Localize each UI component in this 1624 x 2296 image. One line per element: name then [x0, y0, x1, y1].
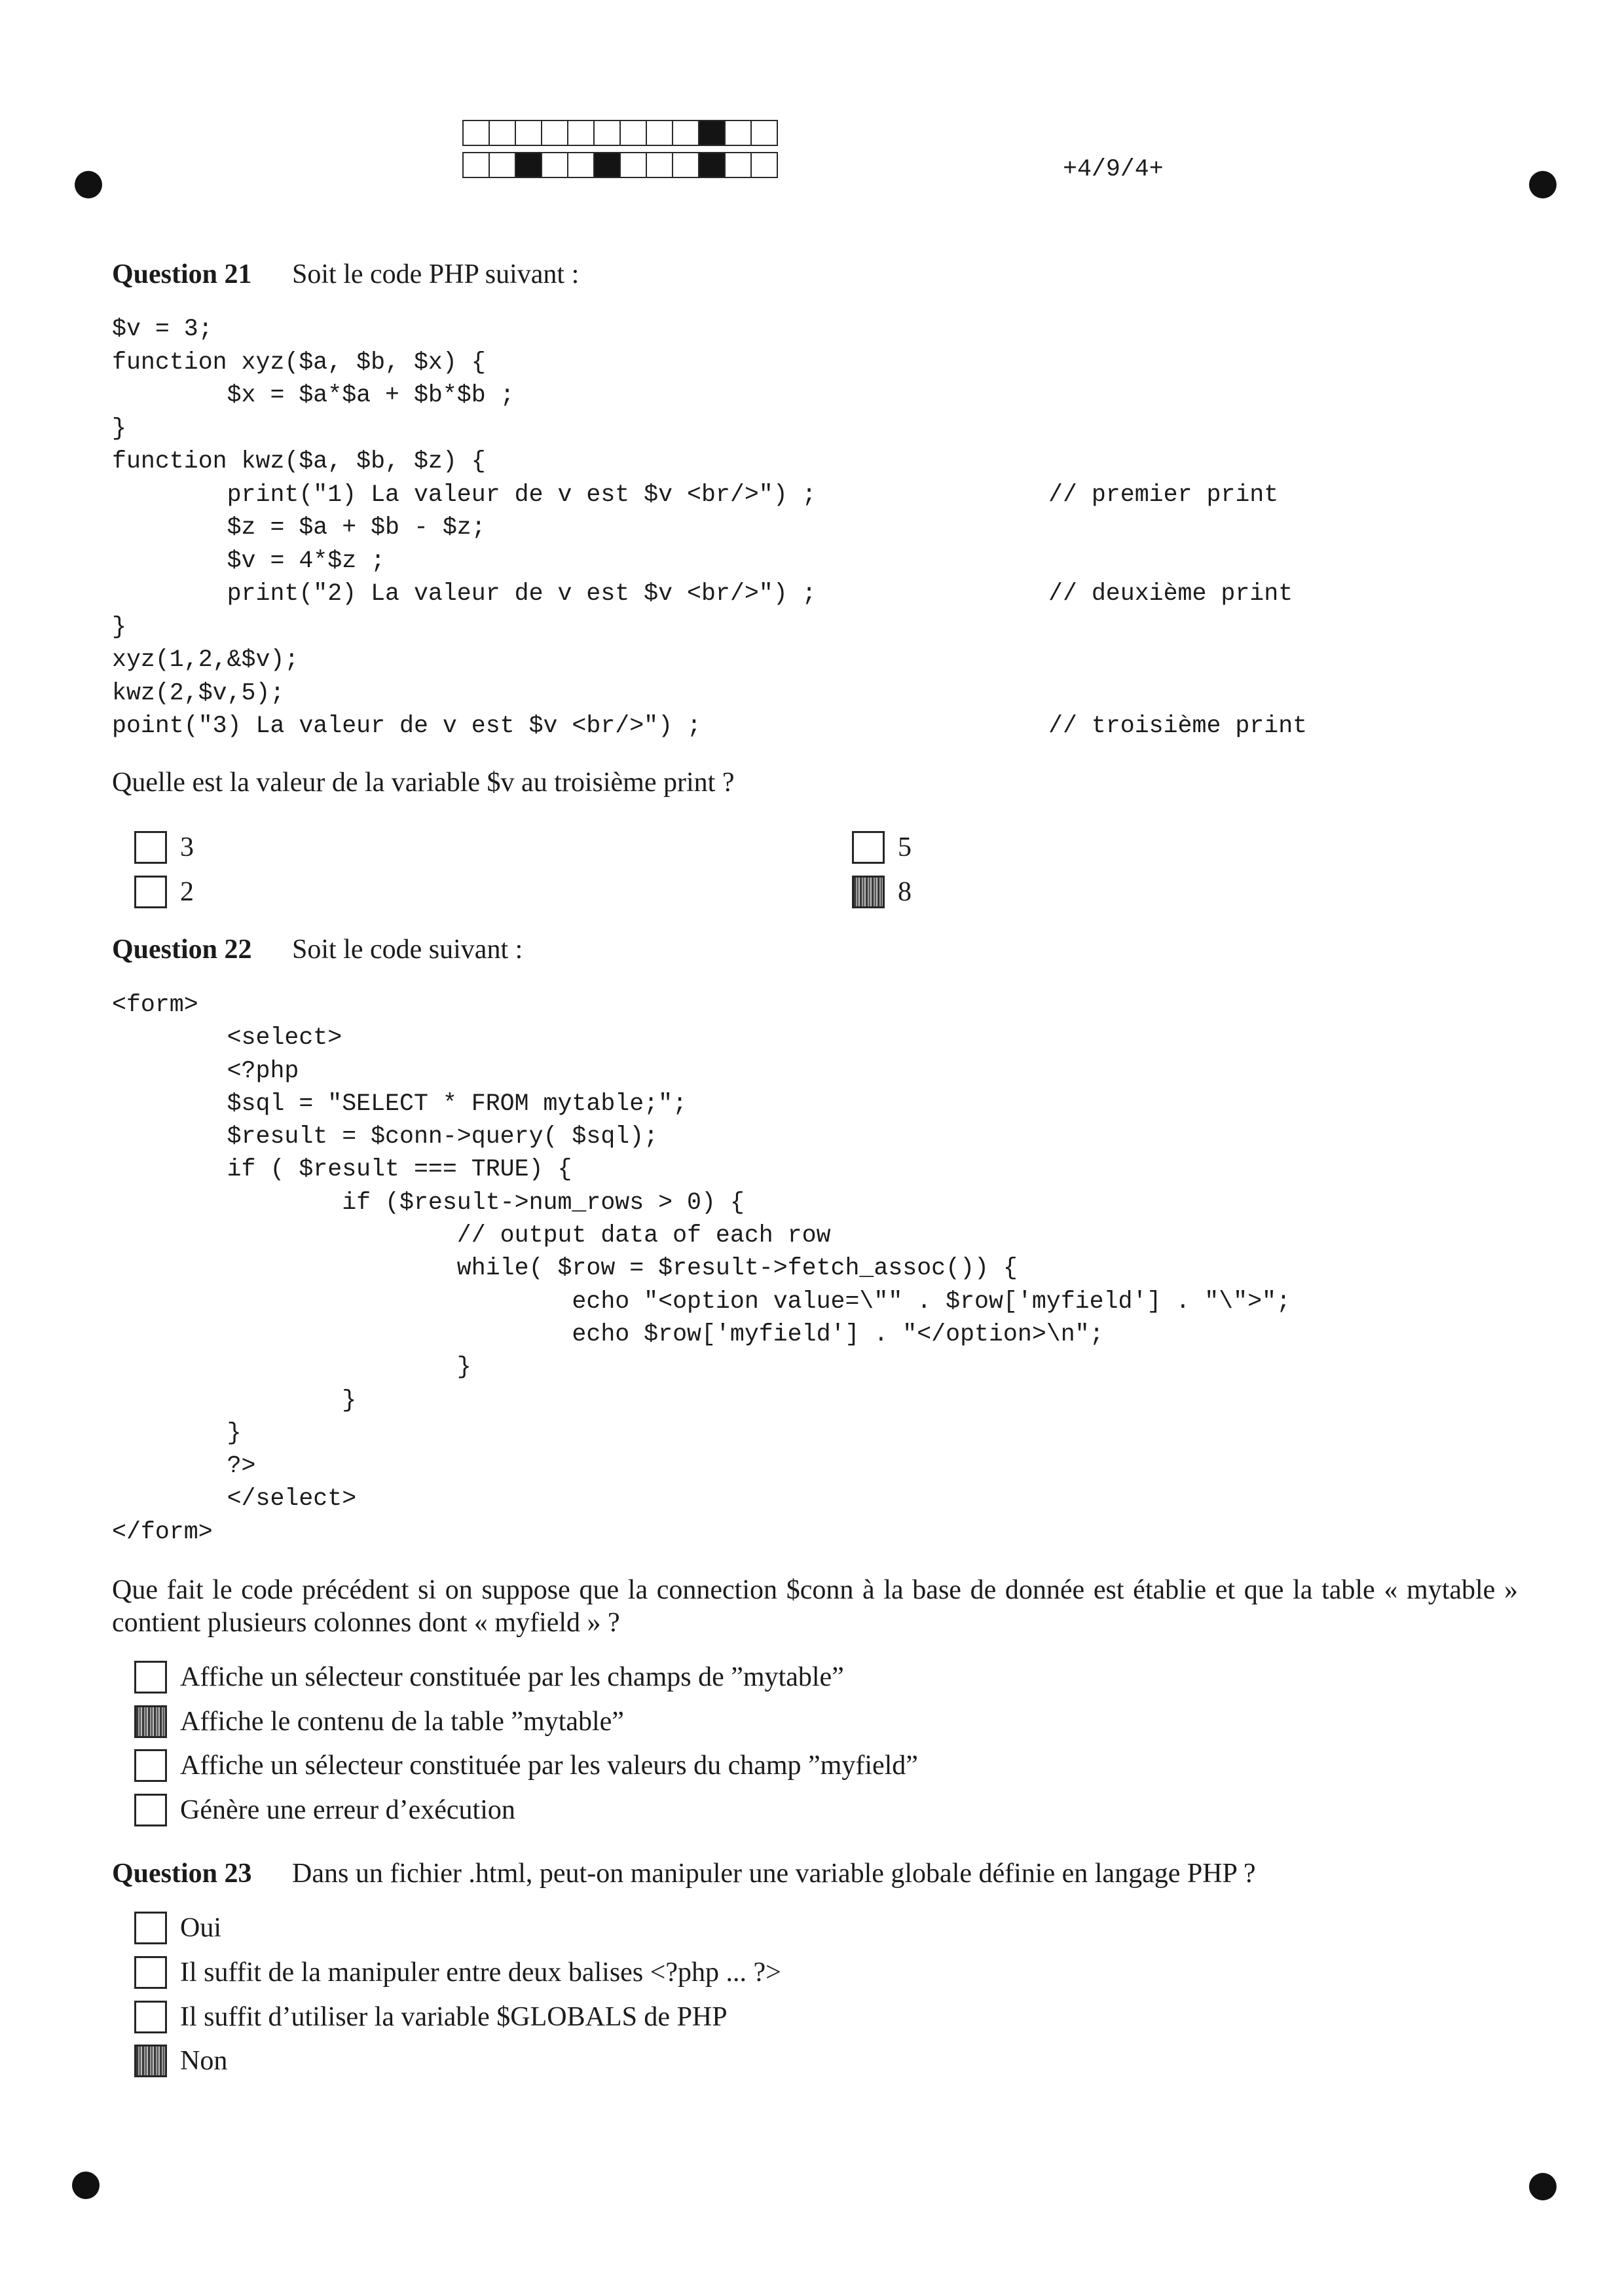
code-line [112, 1417, 1487, 1450]
id-box [595, 153, 621, 177]
code-line [112, 989, 1487, 1022]
id-box [752, 153, 777, 177]
id-box [516, 153, 542, 177]
question-header [0, 933, 1624, 966]
id-box [568, 121, 595, 145]
answer-checkbox[interactable] [852, 831, 885, 864]
code-line [112, 710, 1487, 743]
code-text: $v = 3; [112, 316, 213, 343]
answer-option[interactable] [134, 1661, 844, 1694]
code-line [112, 1450, 1487, 1483]
id-box-row [462, 120, 778, 146]
code-line [112, 479, 1487, 512]
id-box [752, 121, 777, 145]
answer-option[interactable] [852, 876, 912, 908]
answer-checkbox[interactable] [134, 1912, 167, 1944]
answer-checkbox[interactable] [134, 831, 167, 864]
code-text: $x = $a*$a + $b*$b ; [112, 382, 515, 409]
code-line [112, 1022, 1487, 1054]
id-box [490, 121, 516, 145]
registration-mark-top-left [75, 171, 102, 198]
code-line [112, 611, 1487, 644]
code-line [112, 1153, 1487, 1186]
code-text: point("3) La valeur de v est $v <br/>") ; [112, 713, 701, 740]
question-text: Que fait le code précédent si on suppose que la connection $conn à la base de donnée est établie et que la table « mytable » contient plusieurs colonnes dont « myfield » ? [112, 1575, 1518, 1638]
registration-mark-bottom-right [1529, 2173, 1557, 2200]
code-line [112, 445, 1487, 479]
answer-checkbox[interactable] [134, 1661, 167, 1694]
code-text: while( $row = $result->fetch_assoc()) { [112, 1255, 1018, 1282]
code-text: } [112, 1386, 357, 1414]
code-line [112, 1252, 1487, 1285]
answer-option[interactable] [134, 2001, 728, 2033]
answer-label: Affiche un sélecteur constituée par les valeurs du champ ”myfield” [180, 1750, 918, 1781]
id-box [542, 121, 568, 145]
answer-checkbox[interactable] [134, 1794, 167, 1826]
code-text: } [112, 1419, 242, 1447]
id-box [490, 153, 516, 177]
id-box [542, 153, 568, 177]
answer-option[interactable] [134, 831, 194, 864]
code-text: // output data of each row [112, 1222, 831, 1250]
code-line [112, 413, 1487, 446]
id-box [726, 121, 752, 145]
code-line [112, 1351, 1487, 1384]
answer-label: Affiche un sélecteur constituée par les champs de ”mytable” [180, 1662, 844, 1692]
answer-option[interactable] [134, 876, 194, 908]
answer-option[interactable] [134, 1912, 221, 1944]
answer-checkbox[interactable] [134, 1749, 167, 1782]
code-text: if ($result->num_rows > 0) { [112, 1189, 745, 1216]
question-number: Question 22 [112, 935, 252, 965]
code-text: $v = 4*$z ; [112, 547, 386, 574]
code-line [112, 1088, 1487, 1120]
code-line [112, 379, 1487, 413]
answer-label: 3 [180, 832, 194, 862]
question-number: Question 23 [112, 1859, 252, 1889]
code-text: </select> [112, 1485, 357, 1513]
answer-checkbox[interactable] [134, 2001, 167, 2033]
code-text: echo $row['myfield'] . "</option>\n"; [112, 1320, 1104, 1348]
id-box [464, 153, 490, 177]
answer-option[interactable] [852, 831, 912, 864]
code-text: $sql = "SELECT * FROM mytable;"; [112, 1090, 688, 1117]
code-text: if ( $result === TRUE) { [112, 1156, 572, 1183]
answer-option[interactable] [134, 1794, 515, 1826]
id-box [726, 153, 752, 177]
code-line [112, 578, 1487, 611]
question-prompt: Dans un fichier .html, peut-on manipuler une variable globale définie en langage PHP ? [292, 1859, 1256, 1889]
code-line [112, 1187, 1487, 1219]
question-header [0, 1857, 1624, 1890]
id-box [621, 153, 647, 177]
answer-label: Il suffit d’utiliser la variable $GLOBALS de PHP [180, 2002, 728, 2032]
code-text: <select> [112, 1024, 342, 1052]
answer-label: Génère une erreur d’exécution [180, 1795, 515, 1825]
code-line [112, 1055, 1487, 1088]
code-text: xyz(1,2,&$v); [112, 646, 299, 674]
id-box [699, 153, 726, 177]
code-line [112, 1318, 1487, 1351]
answer-checkbox[interactable] [134, 1705, 167, 1738]
code-line [112, 1483, 1487, 1515]
answer-label: Il suffit de la manipuler entre deux balises <?php ... ?> [180, 1957, 781, 1988]
code-text: ?> [112, 1453, 256, 1480]
code-text: function kwz($a, $b, $z) { [112, 448, 486, 475]
code-comment: // deuxième print [1048, 580, 1293, 608]
id-box [595, 121, 621, 145]
answer-label: 5 [898, 832, 912, 862]
id-box [647, 121, 673, 145]
answer-checkbox[interactable] [134, 2045, 167, 2077]
id-box-row [462, 152, 778, 178]
id-box [647, 153, 673, 177]
answer-checkbox[interactable] [134, 1956, 167, 1989]
code-text: $result = $conn->query( $sql); [112, 1123, 659, 1151]
code-text: $z = $a + $b - $z; [112, 514, 486, 542]
code-text: kwz(2,$v,5); [112, 679, 285, 707]
id-box [568, 153, 595, 177]
answer-checkbox[interactable] [852, 876, 885, 908]
code-line [112, 545, 1487, 578]
code-text: print("1) La valeur de v est $v <br/>") ; [112, 481, 817, 508]
id-box [516, 121, 542, 145]
question-prompt: Soit le code suivant : [292, 935, 523, 965]
code-block [112, 313, 1487, 743]
code-text: <form> [112, 991, 198, 1018]
answer-label: Non [180, 2046, 228, 2076]
question-prompt: Soit le code PHP suivant : [292, 259, 580, 289]
answer-option[interactable] [134, 1705, 624, 1738]
answer-label: Affiche le contenu de la table ”mytable” [180, 1707, 624, 1737]
code-line [112, 1219, 1487, 1252]
code-text: } [112, 613, 126, 640]
code-text: print("2) La valeur de v est $v <br/>") ; [112, 580, 817, 608]
code-line [112, 1516, 1487, 1549]
registration-mark-bottom-left [72, 2172, 100, 2199]
code-text: } [112, 1354, 471, 1381]
id-box [621, 121, 647, 145]
question-number: Question 21 [112, 259, 252, 289]
answer-option[interactable] [134, 1956, 781, 1989]
code-comment: // troisième print [1048, 713, 1308, 740]
page-code: +4/9/4+ [1063, 156, 1164, 183]
code-block [112, 989, 1487, 1549]
code-text: } [112, 415, 126, 442]
code-line [112, 644, 1487, 677]
answer-checkbox[interactable] [134, 876, 167, 908]
code-line [112, 313, 1487, 346]
id-box [673, 153, 699, 177]
code-line [112, 346, 1487, 380]
answer-label: 8 [898, 877, 912, 907]
code-text: </form> [112, 1518, 213, 1546]
id-box [699, 121, 726, 145]
id-box [464, 121, 490, 145]
answer-option[interactable] [134, 1749, 918, 1782]
code-text: echo "<option value=\"" . $row['myfield'] . "\">"; [112, 1287, 1291, 1315]
answer-option[interactable] [134, 2045, 227, 2077]
code-comment: // premier print [1048, 481, 1279, 508]
code-line [112, 1286, 1487, 1318]
answer-label: 2 [180, 877, 194, 907]
answer-label: Oui [180, 1913, 221, 1943]
code-line [112, 1120, 1487, 1153]
code-text: <?php [112, 1057, 299, 1084]
registration-mark-top-right [1529, 171, 1557, 198]
question-header [0, 258, 1624, 291]
id-box [673, 121, 699, 145]
code-line [112, 677, 1487, 711]
question-text: Quelle est la valeur de la variable $v au troisième print ? [112, 768, 735, 798]
code-text: function xyz($a, $b, $x) { [112, 348, 486, 376]
code-line [112, 511, 1487, 545]
code-line [112, 1384, 1487, 1417]
